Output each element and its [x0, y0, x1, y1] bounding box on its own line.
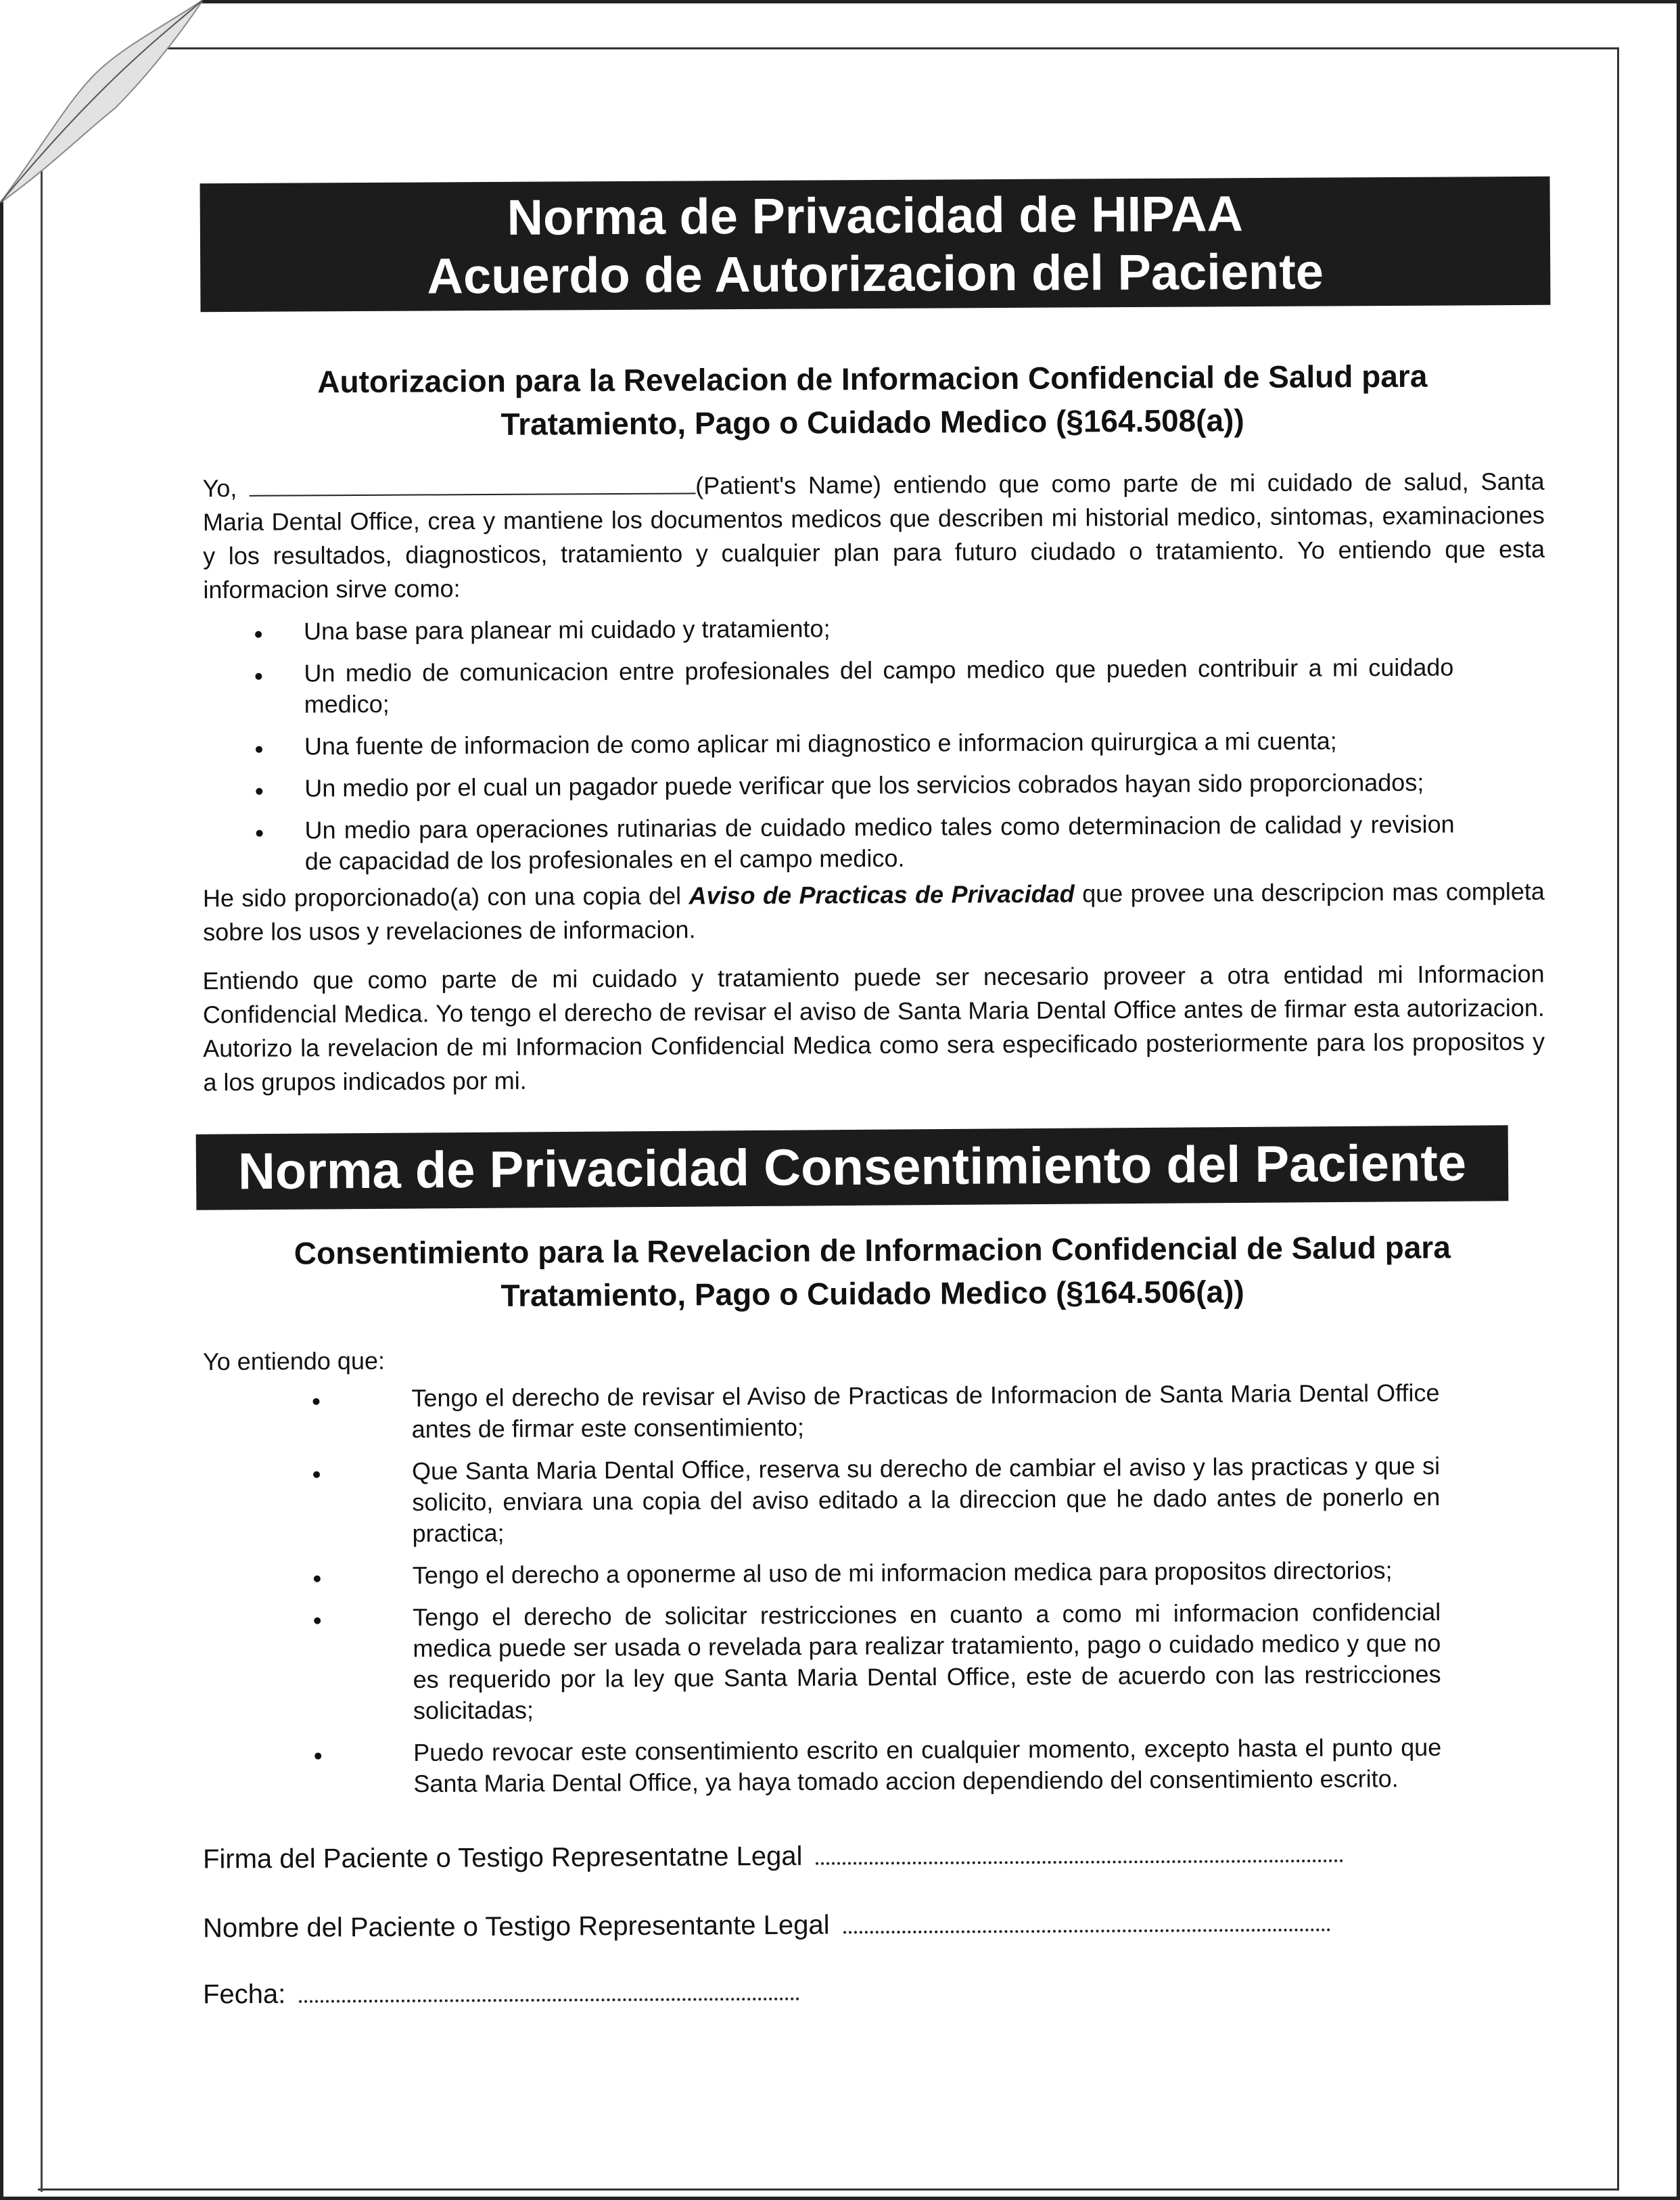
list-item: Una fuente de informacion de como aplicar mi diagnostico e informacion quirurgica a mi cuenta; — [304, 725, 1454, 762]
signature-field[interactable] — [816, 1837, 1343, 1865]
intro-text: entiendo que como parte de mi cuidado de salud, Santa Maria Dental Office, crea y mantiene los documentos medicos que describen mi historial medico, sintomas, examinaciones y los resultados, diagnosticos, tratamiento y cualquier plan para futuro ciudado o tratamiento. Yo entiendo que esta informacion sirve como: — [202, 467, 1545, 604]
page-curl-icon — [0, 0, 203, 203]
aviso-prefix: He sido proporcionado(a) con una copia del — [202, 881, 682, 913]
hipaa-title-line1: Norma de Privacidad de HIPAA — [507, 185, 1244, 246]
list-item: Tengo el derecho de revisar el Aviso de Practicas de Informacion de Santa Maria Dental Office antes de firmar este consentimiento; — [411, 1377, 1439, 1445]
hipaa-title-banner — [200, 177, 1551, 312]
list-item: Un medio de comunicacion entre profesionales del campo medico que pueden contribuir a mi cuidado medico; — [304, 652, 1453, 720]
consent-bullet-list — [411, 1377, 1441, 1810]
aviso-suffix: que provee una descripcion mas completa sobre los usos y revelaciones de informacion. — [203, 877, 1545, 946]
consent-subtitle — [203, 1225, 1543, 1319]
date-field[interactable] — [299, 1975, 799, 2003]
authorization-subtitle-line1: Autorizacion para la Revelacion de Informacion Confidencial de Salud para — [317, 358, 1428, 400]
patient-name-label: (Patient's Name) — [695, 470, 882, 500]
list-item: Puedo revocar este consentimiento escrito en cualquier momento, excepto hasta el punto que Santa Maria Dental Office, ya haya tomado accion dependiendo del consentimiento escrito. — [413, 1732, 1441, 1800]
consent-title: Norma de Privacidad Consentimiento del Paciente — [237, 1134, 1467, 1201]
aviso-title: Aviso de Practicas de Privacidad — [689, 879, 1075, 910]
list-item: Una base para planear mi cuidado y tratamiento; — [304, 610, 1453, 647]
date-label: Fecha: — [202, 1979, 286, 2010]
consent-subtitle-line2: Tratamiento, Pago o Cuidado Medico (§164.506(a)) — [500, 1274, 1244, 1313]
list-item: Tengo el derecho a oponerme al uso de mi informacion medica para propositos directorios; — [413, 1555, 1441, 1591]
authorization-subtitle-line2: Tratamiento, Pago o Cuidado Medico (§164.508(a)) — [500, 403, 1244, 442]
page-left-edge — [41, 142, 43, 2192]
signature-label: Firma del Paciente o Testigo Representatne Legal — [202, 1841, 803, 1875]
consent-subtitle-line1: Consentimiento para la Revelacion de Informacion Confidencial de Salud para — [294, 1229, 1451, 1271]
patient-name-field[interactable] — [249, 472, 695, 496]
authorization-subtitle — [203, 354, 1543, 447]
name-field[interactable] — [843, 1906, 1330, 1934]
list-item: Un medio por el cual un pagador puede verificar que los servicios cobrados hayan sido proporcionados; — [304, 767, 1454, 804]
hipaa-title-line2: Acuerdo de Autorizacion del Paciente — [427, 243, 1324, 304]
list-item: Un medio para operaciones rutinarias de cuidado medico tales como determinacion de calidad y revision de capacidad de los profesionales en el campo medico. — [304, 809, 1454, 877]
disclosure-text: Entiendo que como parte de mi cuidado y tratamiento puede ser necesario proveer a otra entidad mi Informacion Confidencial Medica. Yo tengo el derecho de revisar el aviso de Santa Maria Dental Office antes de firmar esta autorizacion. Autorizo la revelacion de mi Informacion Confidencial Medica como sera especificado posteriormente para los propositos y a los grupos indicados por mi. — [202, 959, 1545, 1097]
consent-title-banner — [196, 1125, 1509, 1210]
date-row — [203, 1973, 800, 2014]
intro-prefix: Yo, — [202, 474, 237, 503]
list-item: Que Santa Maria Dental Office, reserva su derecho de cambiar el aviso y las practicas y que si solicito, enviara una copia del aviso editado a la direccion que he dado antes de ponerlo en practica; — [412, 1450, 1441, 1549]
disclosure-paragraph — [202, 957, 1545, 1099]
list-item: Tengo el derecho de solicitar restricciones en cuanto a como mi informacion confidencial medica puede ser usada o revelada para realizar tratamiento, pago o cuidado medico y que no es requerido por la ley que Santa Maria Dental Office, este de acuerdo con las restricciones solicitadas; — [413, 1597, 1441, 1726]
signature-row — [203, 1835, 1344, 1879]
name-label: Nombre del Paciente o Testigo Representante Legal — [202, 1910, 830, 1944]
consent-intro-text: Yo entiendo que: — [202, 1346, 386, 1376]
consent-intro — [203, 1342, 744, 1379]
aviso-paragraph — [203, 875, 1545, 949]
authorization-bullet-list — [304, 610, 1455, 888]
name-row — [203, 1904, 1330, 1948]
authorization-intro — [202, 465, 1545, 607]
